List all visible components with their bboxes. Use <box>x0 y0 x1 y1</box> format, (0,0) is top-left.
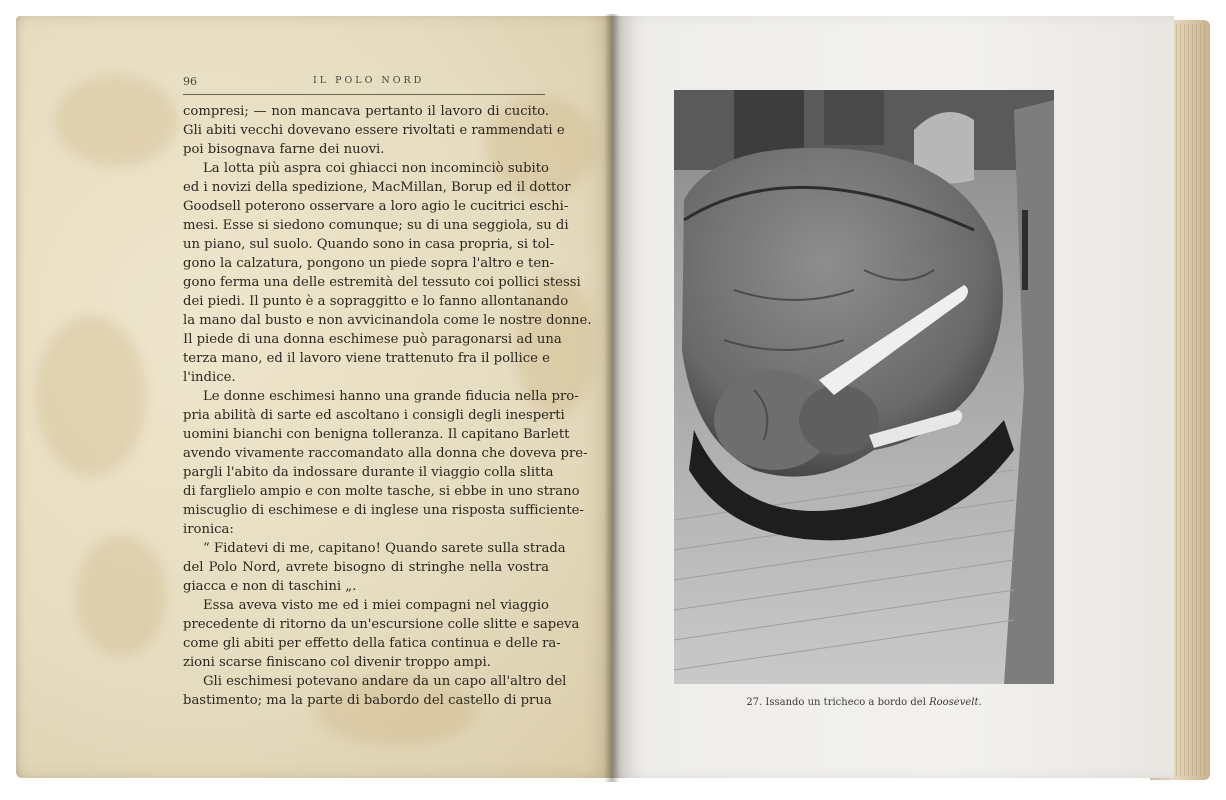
running-header <box>183 71 545 91</box>
text-line: l'indice. <box>183 370 236 385</box>
walrus-photo-illustration <box>674 90 1054 684</box>
text-line: gono ferma una delle estremità del tessuto coi pollici stessi <box>183 275 581 290</box>
text-line: bastimento; ma la parte di babordo del castello di prua <box>183 693 552 708</box>
text-line: avendo vivamente raccomandato alla donna che doveva pre- <box>183 446 588 461</box>
text-line: pria abilità di sarte ed ascoltano i consigli degli inesperti <box>183 408 565 423</box>
text-line: pargli l'abito da indossare durante il viaggio colla slitta <box>183 465 554 480</box>
caption-text: 27. Issando un tricheco a bordo del <box>746 697 926 708</box>
photo-caption <box>674 697 1054 708</box>
text-line: “ Fidatevi di me, capitano! Quando sarete sulla strada <box>203 541 566 556</box>
page-number: 96 <box>183 75 197 88</box>
caption-ship-name: Roosevelt. <box>929 697 982 708</box>
text-line: giacca e non di taschini „. <box>183 579 357 594</box>
text-line: La lotta più aspra coi ghiacci non incominciò subito <box>203 161 549 176</box>
text-line: un piano, sul suolo. Quando sono in casa propria, si tol- <box>183 237 555 252</box>
text-line: zioni scarse finiscano col divenir troppo ampi. <box>183 655 491 670</box>
text-line: la mano dal busto e non avvicinandola come le nostre donne. <box>183 313 592 328</box>
text-line: Gli abiti vecchi dovevano essere rivoltati e rammendati e <box>183 123 565 138</box>
text-line: dei piedi. Il punto è a sopraggitto e lo fanno allontanando <box>183 294 569 309</box>
text-line: del Polo Nord, avrete bisogno di stringhe nella vostra <box>183 560 549 575</box>
book-gutter <box>604 14 620 782</box>
text-line: Essa aveva visto me ed i miei compagni nel viaggio <box>203 598 549 613</box>
text-line: gono la calzatura, pongono un piede sopra l'altro e ten- <box>183 256 555 271</box>
text-line: compresi; — non mancava pertanto il lavoro di cucito. <box>183 104 549 119</box>
running-title: IL POLO NORD <box>313 75 425 86</box>
header-rule <box>183 94 545 95</box>
text-line: ed i novizi della spedizione, MacMillan, Borup ed il dottor <box>183 180 571 195</box>
walrus-photograph <box>674 90 1054 684</box>
text-line: uomini bianchi con benigna tolleranza. Il capitano Barlett <box>183 427 570 442</box>
text-line: come gli abiti per effetto della fatica continua e delle ra- <box>183 636 561 651</box>
text-line: Il piede di una donna eschimese può paragonarsi ad una <box>183 332 562 347</box>
foxing-stain <box>56 76 176 166</box>
text-line: Goodsell poterono osservare a loro agio le cucitrici eschi- <box>183 199 569 214</box>
text-line: poi bisognava farne dei nuovi. <box>183 142 385 157</box>
text-line: di farglielo ampio e con molte tasche, si ebbe in uno strano <box>183 484 580 499</box>
text-line: ironica: <box>183 522 234 537</box>
text-line: Le donne eschimesi hanno una grande fiducia nella pro- <box>203 389 579 404</box>
text-line: Gli eschimesi potevano andare da un capo all'altro del <box>203 674 567 689</box>
foxing-stain <box>36 316 146 476</box>
foxing-stain <box>76 536 166 656</box>
text-line: miscuglio di eschimese e di inglese una risposta sufficiente- <box>183 503 584 518</box>
text-line: precedente di ritorno da un'escursione colle slitte e sapeva <box>183 617 580 632</box>
text-line: terza mano, ed il lavoro viene trattenuto fra il pollice e <box>183 351 550 366</box>
body-text <box>183 102 592 710</box>
text-line: mesi. Esse si siedono comunque; su di una seggiola, su di <box>183 218 569 233</box>
